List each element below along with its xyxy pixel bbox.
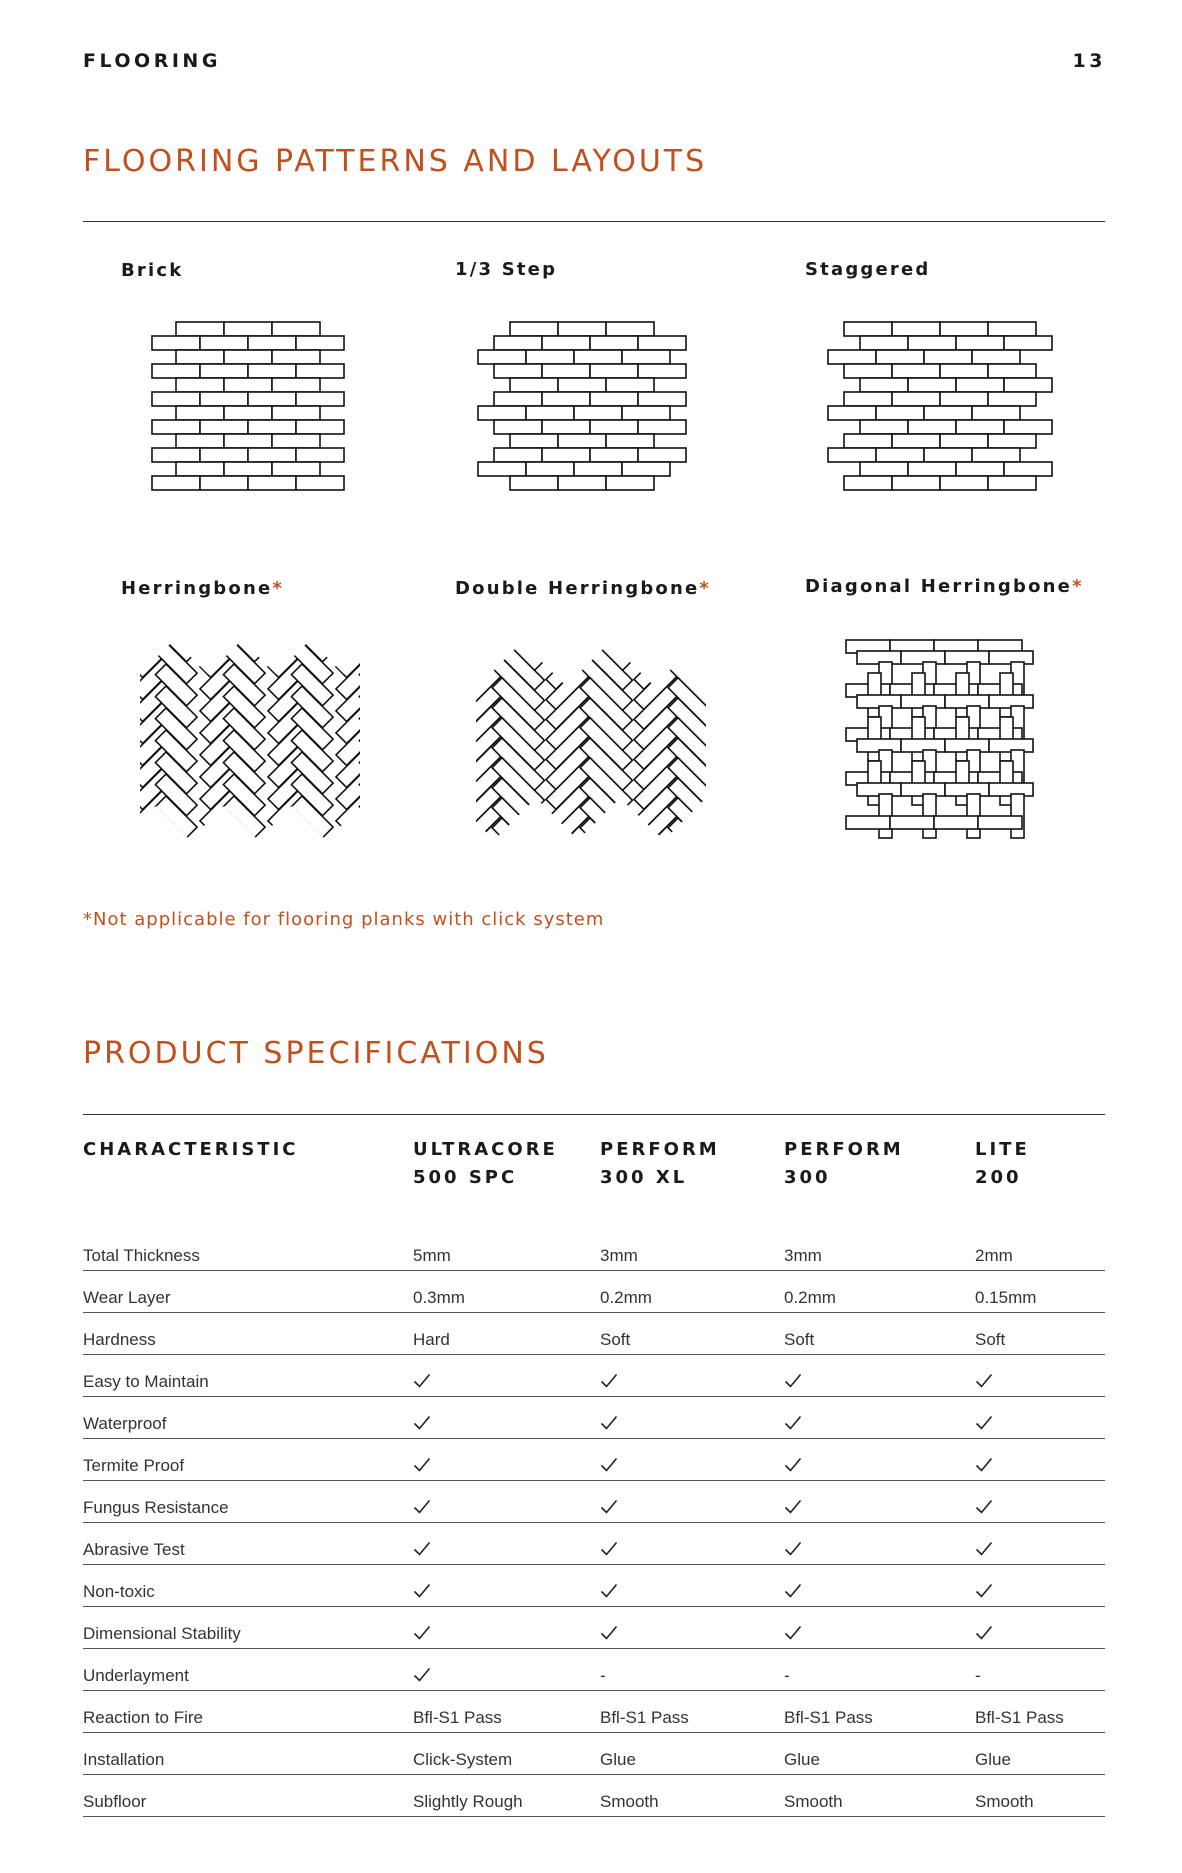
value-cell: Click-System: [413, 1733, 600, 1775]
spec-table: [83, 1114, 1105, 1817]
section-header: FLOORING: [83, 50, 221, 72]
table-row: [83, 1775, 1105, 1817]
check-icon: [975, 1625, 993, 1641]
herringbone-pattern-illustration: [138, 638, 362, 842]
table-row: [83, 1733, 1105, 1775]
table-row: [83, 1226, 1105, 1271]
characteristic-name: Easy to Maintain: [83, 1355, 413, 1397]
characteristic-name: Installation: [83, 1733, 413, 1775]
check-icon: [784, 1625, 802, 1641]
value-cell: Glue: [975, 1733, 1105, 1775]
page-number: 13: [1072, 50, 1106, 72]
characteristic-name: Hardness: [83, 1313, 413, 1355]
staggered-pattern-illustration: [826, 320, 1058, 510]
table-row: [83, 1481, 1105, 1523]
col-header-characteristic: CHARACTERISTIC: [83, 1139, 299, 1160]
characteristic-name: Fungus Resistance: [83, 1481, 413, 1523]
pattern-label-diagonal-herringbone: Diagonal Herringbone*: [805, 576, 1084, 597]
check-cell: [600, 1607, 784, 1649]
check-icon: [975, 1583, 993, 1599]
check-icon: [975, 1415, 993, 1431]
value-cell: 3mm: [784, 1226, 975, 1271]
check-icon: [413, 1541, 431, 1557]
check-cell: [975, 1607, 1105, 1649]
value-cell: Soft: [784, 1313, 975, 1355]
table-row: [83, 1355, 1105, 1397]
check-icon: [600, 1373, 618, 1389]
value-cell: 0.2mm: [784, 1271, 975, 1313]
value-cell: Bfl-S1 Pass: [975, 1691, 1105, 1733]
check-icon: [600, 1499, 618, 1515]
check-icon: [784, 1415, 802, 1431]
value-cell: 0.2mm: [600, 1271, 784, 1313]
value-cell: 0.15mm: [975, 1271, 1105, 1313]
table-row: [83, 1607, 1105, 1649]
check-cell: [600, 1355, 784, 1397]
value-cell: Glue: [784, 1733, 975, 1775]
check-icon: [600, 1415, 618, 1431]
check-icon: [600, 1457, 618, 1473]
table-row: [83, 1523, 1105, 1565]
check-cell: [600, 1481, 784, 1523]
check-icon: [784, 1583, 802, 1599]
table-row: [83, 1649, 1105, 1691]
pattern-label-third-step: 1/3 Step: [455, 259, 558, 280]
characteristic-name: Subfloor: [83, 1775, 413, 1817]
value-cell: -: [600, 1649, 784, 1691]
value-cell: Smooth: [600, 1775, 784, 1817]
pattern-label-brick: Brick: [121, 260, 184, 281]
diagonal-herringbone-pattern-illustration: [840, 638, 1046, 842]
col-header-perform-300xl: PERFORM 300 XL: [600, 1139, 720, 1188]
value-cell: Slightly Rough: [413, 1775, 600, 1817]
check-cell: [784, 1355, 975, 1397]
check-icon: [600, 1583, 618, 1599]
col-header-ultracore: ULTRACORE 500 SPC: [413, 1139, 558, 1188]
check-cell: [600, 1439, 784, 1481]
characteristic-name: Termite Proof: [83, 1439, 413, 1481]
table-row: [83, 1439, 1105, 1481]
value-cell: Bfl-S1 Pass: [413, 1691, 600, 1733]
check-icon: [413, 1415, 431, 1431]
check-icon: [975, 1373, 993, 1389]
specs-title: PRODUCT SPECIFICATIONS: [83, 1036, 549, 1071]
check-cell: [413, 1355, 600, 1397]
brick-pattern-illustration: [150, 320, 350, 510]
third-step-pattern-illustration: [476, 320, 696, 510]
check-cell: [413, 1565, 600, 1607]
value-cell: -: [784, 1649, 975, 1691]
check-icon: [975, 1499, 993, 1515]
check-cell: [413, 1397, 600, 1439]
value-cell: Hard: [413, 1313, 600, 1355]
check-icon: [784, 1541, 802, 1557]
check-cell: [784, 1565, 975, 1607]
value-cell: 0.3mm: [413, 1271, 600, 1313]
check-icon: [413, 1499, 431, 1515]
table-row: [83, 1271, 1105, 1313]
characteristic-name: Reaction to Fire: [83, 1691, 413, 1733]
table-row: [83, 1397, 1105, 1439]
spec-header-row: [83, 1114, 1105, 1226]
value-cell: Soft: [975, 1313, 1105, 1355]
value-cell: -: [975, 1649, 1105, 1691]
value-cell: 3mm: [600, 1226, 784, 1271]
check-cell: [784, 1481, 975, 1523]
check-cell: [413, 1439, 600, 1481]
patterns-divider: [83, 221, 1105, 222]
check-cell: [413, 1481, 600, 1523]
col-header-lite-200: LITE 200: [975, 1139, 1030, 1188]
check-icon: [413, 1625, 431, 1641]
check-icon: [975, 1457, 993, 1473]
check-cell: [600, 1565, 784, 1607]
check-icon: [784, 1457, 802, 1473]
check-icon: [413, 1457, 431, 1473]
value-cell: Bfl-S1 Pass: [784, 1691, 975, 1733]
value-cell: 5mm: [413, 1226, 600, 1271]
characteristic-name: Total Thickness: [83, 1226, 413, 1271]
table-row: [83, 1313, 1105, 1355]
check-cell: [784, 1397, 975, 1439]
pattern-label-staggered: Staggered: [805, 259, 931, 280]
check-icon: [600, 1541, 618, 1557]
check-cell: [784, 1439, 975, 1481]
characteristic-name: Underlayment: [83, 1649, 413, 1691]
check-icon: [975, 1541, 993, 1557]
check-cell: [413, 1607, 600, 1649]
characteristic-name: Wear Layer: [83, 1271, 413, 1313]
check-cell: [975, 1565, 1105, 1607]
check-cell: [975, 1355, 1105, 1397]
characteristic-name: Waterproof: [83, 1397, 413, 1439]
double-herringbone-pattern-illustration: [474, 638, 708, 842]
check-icon: [413, 1373, 431, 1389]
check-icon: [413, 1583, 431, 1599]
pattern-footnote: *Not applicable for flooring planks with click system: [83, 909, 605, 930]
value-cell: Soft: [600, 1313, 784, 1355]
table-row: [83, 1691, 1105, 1733]
patterns-title: FLOORING PATTERNS AND LAYOUTS: [83, 144, 708, 179]
check-cell: [413, 1523, 600, 1565]
value-cell: Bfl-S1 Pass: [600, 1691, 784, 1733]
check-icon: [784, 1373, 802, 1389]
pattern-label-double-herringbone: Double Herringbone*: [455, 578, 712, 599]
characteristic-name: Dimensional Stability: [83, 1607, 413, 1649]
pattern-label-herringbone: Herringbone*: [121, 578, 284, 599]
check-cell: [413, 1649, 600, 1691]
check-cell: [975, 1397, 1105, 1439]
value-cell: 2mm: [975, 1226, 1105, 1271]
check-cell: [600, 1397, 784, 1439]
check-cell: [975, 1439, 1105, 1481]
value-cell: Glue: [600, 1733, 784, 1775]
table-row: [83, 1565, 1105, 1607]
check-icon: [784, 1499, 802, 1515]
check-cell: [784, 1607, 975, 1649]
value-cell: Smooth: [784, 1775, 975, 1817]
col-header-perform-300: PERFORM 300: [784, 1139, 904, 1188]
characteristic-name: Abrasive Test: [83, 1523, 413, 1565]
check-icon: [413, 1667, 431, 1683]
check-cell: [975, 1481, 1105, 1523]
check-cell: [784, 1523, 975, 1565]
characteristic-name: Non-toxic: [83, 1565, 413, 1607]
check-cell: [975, 1523, 1105, 1565]
value-cell: Smooth: [975, 1775, 1105, 1817]
check-cell: [600, 1523, 784, 1565]
check-icon: [600, 1625, 618, 1641]
